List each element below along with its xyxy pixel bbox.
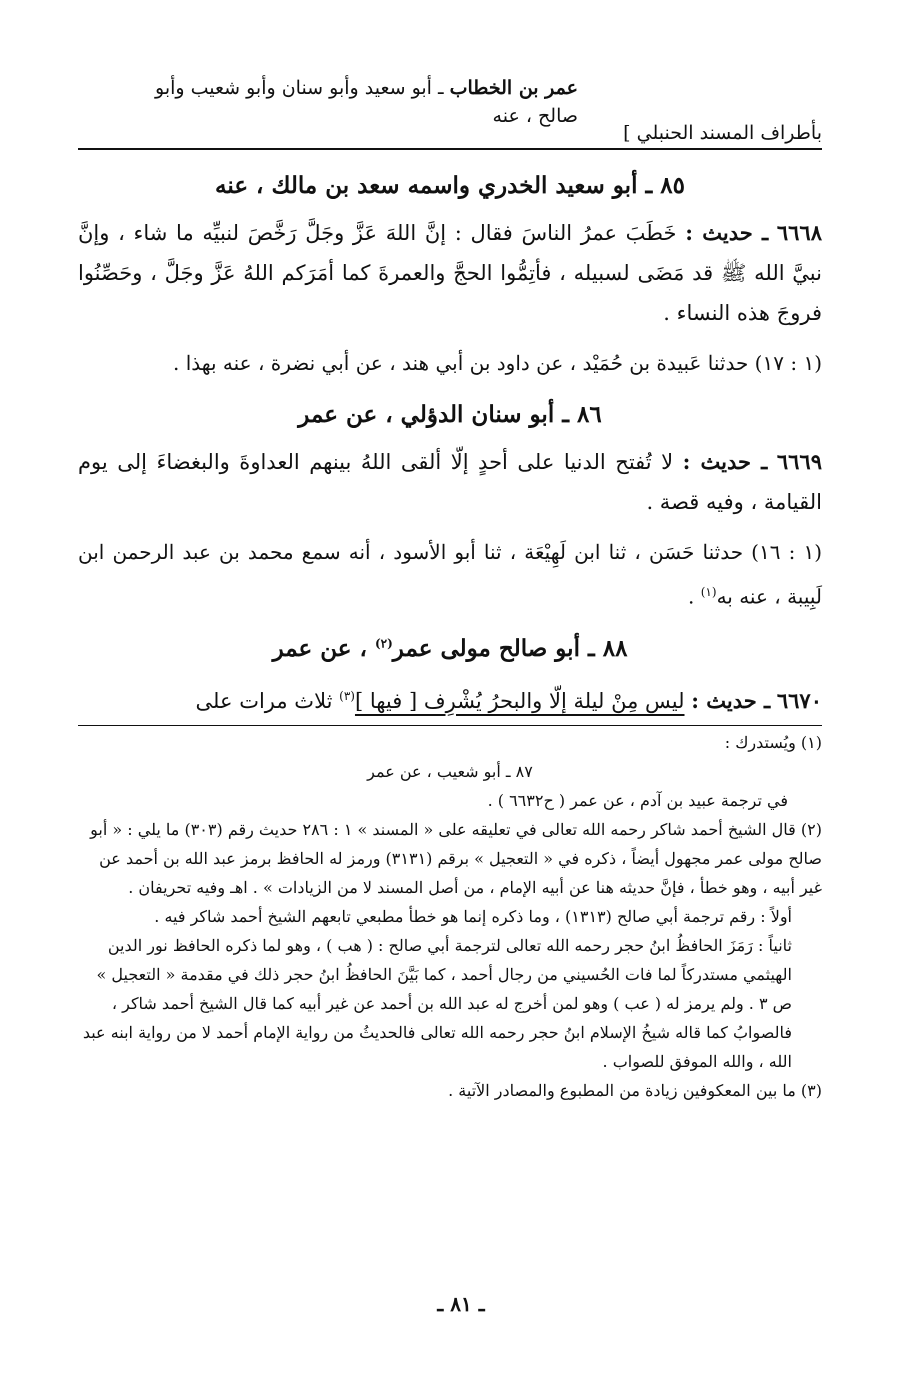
- isnad-6668: (١ : ١٧) حدثنا عَبيدة بن حُمَيْد ، عن داود بن أبي هند ، عن أبي نضرة ، عنه بهذا .: [172, 351, 822, 375]
- hadith-number: ٦٦٦٨: [776, 220, 822, 245]
- footnote-text: قال الشيخ أحمد شاكر رحمه الله تعالى في تعليقه على « المسند » ١ : ٢٨٦ حديث رقم (٣٠٣) ما يلي : « أبو صالح مولى عمر مجهول أيضاً ، ذكره في « التعجيل » برقم (٣١٣١) ورمز له الحافظ برمز عبد الله بن أحمد عن غير أبيه ، وهو خطأ ، فإنَّ حديثه هنا عن أبيه الإمام ، من أصل المسند لا من الزيادات » . اهـ وفيه تحريفان .: [90, 819, 822, 897]
- header-title-bold: عمر بن الخطاب: [449, 77, 578, 99]
- hadith-text-end: ثلاث مرات على: [195, 688, 340, 713]
- page-number: ـ ٨١ ـ: [437, 1292, 485, 1316]
- section-title-86: ٨٦ ـ أبو سنان الدؤلي ، عن عمر: [298, 401, 602, 428]
- footnote-ref-3: (٣): [339, 688, 355, 703]
- hadith-label: ـ حديث :: [691, 687, 771, 713]
- footnotes: [78, 728, 822, 1105]
- isnad-6669: [78, 532, 822, 617]
- footnote-3: [78, 1076, 822, 1105]
- footnote-text: ويُستدرك :: [724, 732, 796, 752]
- footnote-ref-2: (٢): [374, 636, 393, 650]
- header-title-line2: صالح ، عنه: [492, 105, 578, 127]
- header-title: [78, 74, 578, 130]
- footnote-1: [78, 728, 822, 757]
- footnote-2-point-2: ثانياً : رَمَزَ الحافظُ ابنُ حجر رحمه الله تعالى لترجمة أبي صالح : ( هب ) ، وهو لما ذكره الحافظ نور الدين الهيثمي مستدركاً لما فات الحُسيني من رجال أحمد ، كما بَيَّنَ الحافظُ ابنُ حجر ذلك في مقدمة « التعجيل » ص ٣ . ولم يرمز له ( عب ) وهو لمن أخرج له عبد الله بن أحمد عن غير أبيه كما قال الشيخ أحمد شاكر ، فالصوابُ كما قاله شيخُ الإسلام ابنُ حجر رحمه الله تعالى فالحديثُ من رواية الإمام أحمد لا من رواية ابنه عبد الله ، والله الموفق للصواب .: [82, 935, 792, 1071]
- hadith-text: خَطَبَ عمرُ الناسَ فقال : إنَّ اللهَ عَزَّ وجَلَّ رَخَّصَ لنبيِّه ما شاء ، وإنَّ نبيَّ الله ﷺ قد مَضَى لسبيله ، فأتِمُّوا الحجَّ والعمرةَ كما أمَرَكم اللهُ عَزَّ وجَلَّ ، وحَصِّنُوا فروجَ هذه النساء .: [78, 221, 822, 325]
- hadith-6670: [78, 676, 822, 721]
- footnote-marker: (١): [800, 732, 822, 752]
- footnote-1-entry: ٨٧ ـ أبو شعيب ، عن عمر: [367, 761, 533, 781]
- hadith-number: ٦٦٧٠: [776, 687, 822, 713]
- hadith-text: لا تُفتح الدنيا على أحدٍ إلّا ألقى اللهُ بينهم العداوةَ والبغضاءَ إلى يوم القيامة ، وفيه قصة .: [78, 450, 822, 514]
- page: [78, 74, 822, 1105]
- header-rule: [78, 148, 822, 150]
- footnote-rule: [78, 725, 822, 726]
- footnote-2-point-1: أولاً : رقم ترجمة أبي صالح (١٣١٣) ، وما ذكره إنما هو خطأ مطبعي تابعهم الشيخ أحمد شاكر فيه .: [154, 906, 792, 926]
- footnote-marker: (٣): [800, 1080, 822, 1100]
- header-title-rest: ـ أبو سعيد وأبو سنان وأبو شعيب وأبو: [155, 77, 450, 99]
- footnote-ref-1: (١): [700, 585, 717, 599]
- footnote-2: [78, 815, 822, 902]
- section-title-end: ، عن عمر: [272, 634, 375, 662]
- hadith-6669: [78, 442, 822, 522]
- section-title-85: ٨٥ ـ أبو سعيد الخدري واسمه سعد بن مالك ، عنه: [215, 172, 685, 199]
- footnote-text: ما بين المعكوفين زيادة من المطبوع والمصادر الآتية .: [448, 1080, 796, 1100]
- isnad-end: .: [688, 584, 701, 609]
- running-header: [78, 74, 822, 154]
- hadith-label: ـ حديث :: [685, 220, 769, 245]
- hadith-text: ليس مِنْ ليلة إلّا والبحرُ يُشْرِف [ فيها ]: [354, 688, 685, 713]
- hadith-6668: [78, 213, 822, 333]
- hadith-label: ـ حديث :: [682, 449, 768, 474]
- footnote-1-ref: في ترجمة عبيد بن آدم ، عن عمر ( ح٦٦٣٢ ) .: [487, 790, 788, 810]
- footnote-marker: (٢): [800, 819, 822, 839]
- section-title-main: ٨٨ ـ أبو صالح مولى عمر: [392, 634, 628, 662]
- isnad-text: (١ : ١٦) حدثنا حَسَن ، ثنا ابن لَهِيْعَة ، ثنا أبو الأسود ، أنه سمع محمد بن عبد الرحمن ابن لَبِيبة ، عنه به: [78, 540, 822, 609]
- header-book-title: بأطراف المسند الحنبلي ]: [623, 122, 822, 144]
- section-title-88: [78, 635, 822, 662]
- hadith-number: ٦٦٦٩: [776, 449, 822, 474]
